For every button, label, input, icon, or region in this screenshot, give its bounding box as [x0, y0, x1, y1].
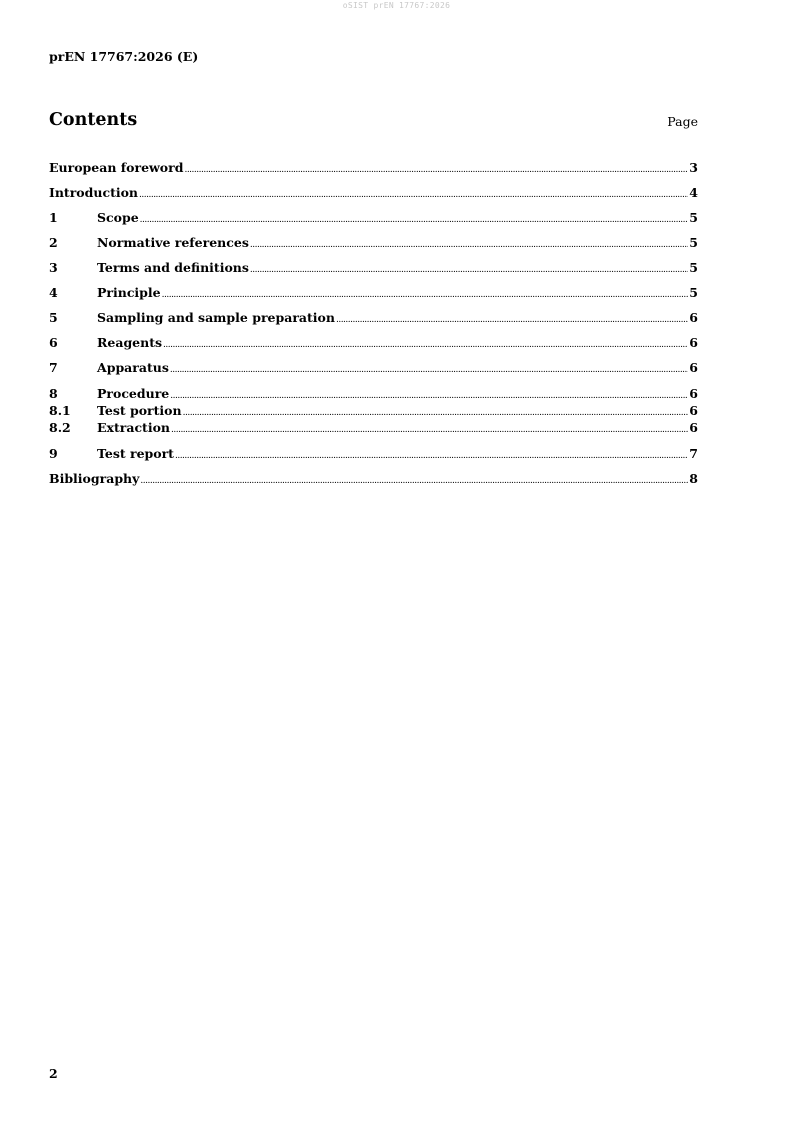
dot-leader	[175, 448, 688, 464]
toc-entry-number: 8	[49, 386, 58, 401]
toc-entry-page: 5	[689, 210, 698, 225]
toc-entry-terms-and-definitions[interactable]	[49, 260, 698, 276]
toc-entry-title: Reagents	[97, 335, 163, 350]
toc-entry-number: 7	[49, 360, 58, 375]
toc-entry-page: 6	[689, 335, 698, 350]
dot-leader	[336, 312, 688, 328]
dot-leader	[170, 388, 688, 404]
toc-entry-number: 2	[49, 235, 58, 250]
toc-entry-title: Principle	[97, 285, 161, 300]
dot-leader	[171, 422, 688, 438]
toc-entry-title: Apparatus	[97, 360, 169, 375]
dot-leader	[250, 262, 688, 278]
toc-entry-introduction[interactable]	[49, 185, 698, 201]
toc-entry-number: 1	[49, 210, 58, 225]
toc-entry-title: Introduction	[49, 185, 139, 200]
toc-entry-number: 8.1	[49, 403, 71, 418]
toc-entry-page: 5	[689, 260, 698, 275]
toc-entry-page: 6	[689, 360, 698, 375]
toc-entry-test-report[interactable]	[49, 446, 698, 462]
toc-entry-number: 8.2	[49, 420, 71, 435]
dot-leader	[170, 362, 688, 378]
toc-entry-title: Procedure	[97, 386, 170, 401]
toc-entry-number: 3	[49, 260, 58, 275]
toc-entry-procedure[interactable]	[49, 386, 698, 402]
dot-leader	[140, 212, 689, 228]
toc-entry-title: Terms and definitions	[97, 260, 249, 275]
toc-entry-principle[interactable]	[49, 285, 698, 301]
toc-entry-scope[interactable]	[49, 210, 698, 226]
toc-entry-european-foreword[interactable]	[49, 160, 698, 176]
toc-entry-title: European foreword	[49, 160, 184, 175]
page-number: 2	[49, 1066, 58, 1081]
toc-entry-bibliography[interactable]	[49, 471, 698, 487]
toc-entry-number: 9	[49, 446, 58, 461]
toc-entry-page: 6	[689, 420, 698, 435]
toc-entry-number: 5	[49, 310, 58, 325]
toc-entry-page: 6	[689, 403, 698, 418]
contents-title: Contents	[49, 110, 138, 130]
toc-entry-title: Test portion	[97, 403, 182, 418]
toc-entry-page: 6	[689, 310, 698, 325]
toc-entry-title: Normative references	[97, 235, 249, 250]
dot-leader	[162, 287, 689, 303]
dot-leader	[163, 337, 688, 353]
toc-entry-page: 5	[689, 285, 698, 300]
toc-entry-page: 5	[689, 235, 698, 250]
dot-leader	[140, 473, 688, 489]
toc-entry-test-portion[interactable]	[49, 403, 698, 419]
toc-entry-normative-references[interactable]	[49, 235, 698, 251]
toc-entry-apparatus[interactable]	[49, 360, 698, 376]
toc-entry-page: 7	[689, 446, 698, 461]
toc-entry-title: Scope	[97, 210, 139, 225]
dot-leader	[184, 162, 688, 178]
toc-entry-page: 6	[689, 386, 698, 401]
toc-entry-title: Test report	[97, 446, 174, 461]
toc-entry-page: 8	[689, 471, 698, 486]
watermark: oSIST prEN 17767:2026	[342, 1, 451, 10]
dot-leader	[183, 405, 689, 421]
dot-leader	[139, 187, 688, 203]
toc-entry-title: Bibliography	[49, 471, 140, 486]
toc-entry-title: Extraction	[97, 420, 170, 435]
toc-entry-page: 4	[689, 185, 698, 200]
toc-entry-reagents[interactable]	[49, 335, 698, 351]
toc-entry-number: 6	[49, 335, 58, 350]
toc-entry-sampling[interactable]	[49, 310, 698, 326]
toc-entry-extraction[interactable]	[49, 420, 698, 436]
page-column-label: Page	[667, 114, 698, 129]
toc-entry-title: Sampling and sample preparation	[97, 310, 335, 325]
toc-entry-number: 4	[49, 285, 58, 300]
document-id: prEN 17767:2026 (E)	[49, 49, 199, 64]
dot-leader	[250, 237, 688, 253]
toc-entry-page: 3	[689, 160, 698, 175]
